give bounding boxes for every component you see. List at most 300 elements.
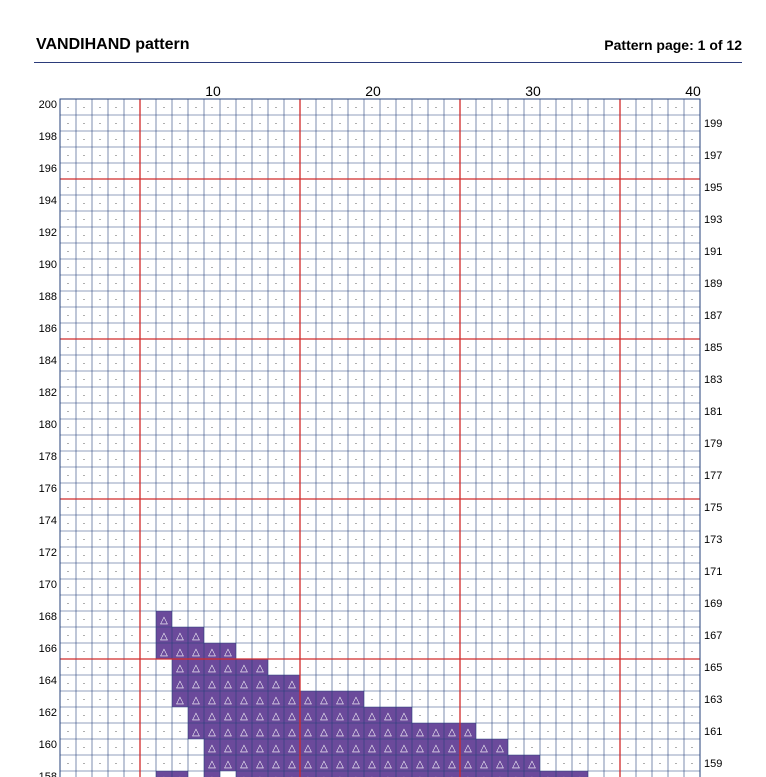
empty-symbol: · (99, 406, 102, 416)
grid-cell (284, 531, 300, 547)
empty-symbol: · (179, 710, 182, 720)
grid-cell (652, 275, 668, 291)
grid-cell (604, 291, 620, 307)
grid-cell (92, 371, 108, 387)
grid-cell (604, 483, 620, 499)
grid-cell (364, 611, 380, 627)
empty-symbol: · (291, 486, 294, 496)
empty-symbol: · (163, 390, 166, 400)
grid-cell (92, 131, 108, 147)
empty-symbol: · (659, 614, 662, 624)
empty-symbol: · (99, 470, 102, 480)
empty-symbol: · (355, 598, 358, 608)
stitch-symbol: △ (464, 743, 472, 754)
grid-cell (92, 451, 108, 467)
empty-symbol: · (243, 470, 246, 480)
empty-symbol: · (275, 358, 278, 368)
empty-symbol: · (83, 550, 86, 560)
grid-cell (556, 643, 572, 659)
grid-cell (396, 579, 412, 595)
grid-cell (348, 371, 364, 387)
empty-symbol: · (307, 678, 310, 688)
row-label-left: 184 (39, 355, 57, 367)
grid-cell (508, 755, 524, 771)
empty-symbol: · (307, 614, 310, 624)
grid-cell (364, 195, 380, 211)
empty-symbol: · (627, 534, 630, 544)
grid-cell (476, 99, 492, 115)
empty-symbol: · (595, 438, 598, 448)
grid-cell (460, 563, 476, 579)
empty-symbol: · (611, 630, 614, 640)
row-label-right: 161 (704, 726, 722, 738)
empty-symbol: · (387, 678, 390, 688)
grid-cell (252, 147, 268, 163)
empty-symbol: · (499, 262, 502, 272)
empty-symbol: · (563, 470, 566, 480)
grid-cell (316, 467, 332, 483)
empty-symbol: · (579, 742, 582, 752)
grid-cell (396, 659, 412, 675)
grid-cell (300, 515, 316, 531)
grid-cell (364, 387, 380, 403)
empty-symbol: · (275, 518, 278, 528)
grid-cell (604, 403, 620, 419)
grid-cell (316, 739, 332, 755)
grid-cell (172, 259, 188, 275)
empty-symbol: · (435, 694, 438, 704)
grid-cell (92, 691, 108, 707)
grid-cell (172, 387, 188, 403)
grid-cell (124, 467, 140, 483)
grid-cell (428, 227, 444, 243)
empty-symbol: · (67, 646, 70, 656)
grid-cell (156, 163, 172, 179)
grid-cell (60, 211, 76, 227)
grid-cell (268, 227, 284, 243)
grid-cell (268, 307, 284, 323)
grid-cell (604, 227, 620, 243)
grid-cell (236, 451, 252, 467)
grid-cell (140, 99, 156, 115)
grid-cell (204, 739, 220, 755)
empty-symbol: · (67, 230, 70, 240)
empty-symbol: · (419, 278, 422, 288)
grid-cell (204, 563, 220, 579)
grid-cell (76, 691, 92, 707)
empty-symbol: · (339, 342, 342, 352)
grid-cell (204, 659, 220, 675)
grid-cell (300, 643, 316, 659)
grid-cell (172, 563, 188, 579)
empty-symbol: · (387, 598, 390, 608)
grid-cell (108, 563, 124, 579)
empty-symbol: · (195, 182, 198, 192)
empty-symbol: · (355, 294, 358, 304)
empty-symbol: · (499, 182, 502, 192)
empty-symbol: · (451, 566, 454, 576)
empty-symbol: · (163, 294, 166, 304)
empty-symbol: · (611, 294, 614, 304)
grid-cell (604, 707, 620, 723)
grid-cell (60, 307, 76, 323)
empty-symbol: · (99, 166, 102, 176)
grid-cell (492, 195, 508, 211)
grid-cell (412, 755, 428, 771)
empty-symbol: · (99, 118, 102, 128)
empty-symbol: · (371, 518, 374, 528)
empty-symbol: · (627, 230, 630, 240)
grid-cell (396, 531, 412, 547)
empty-symbol: · (131, 726, 134, 736)
empty-symbol: · (227, 118, 230, 128)
empty-symbol: · (547, 710, 550, 720)
grid-cell (316, 323, 332, 339)
grid-cell (572, 435, 588, 451)
grid-cell (252, 451, 268, 467)
grid-cell (108, 547, 124, 563)
empty-symbol: · (371, 310, 374, 320)
empty-symbol: · (275, 390, 278, 400)
grid-cell (236, 291, 252, 307)
grid-cell (620, 467, 636, 483)
grid-cell (684, 195, 700, 211)
empty-symbol: · (323, 678, 326, 688)
empty-symbol: · (259, 486, 262, 496)
empty-symbol: · (515, 406, 518, 416)
empty-symbol: · (259, 358, 262, 368)
grid-cell (508, 659, 524, 675)
empty-symbol: · (387, 230, 390, 240)
empty-symbol: · (227, 518, 230, 528)
empty-symbol: · (323, 662, 326, 672)
empty-symbol: · (483, 278, 486, 288)
empty-symbol: · (371, 694, 374, 704)
empty-symbol: · (67, 182, 70, 192)
grid-cell (188, 531, 204, 547)
empty-symbol: · (531, 390, 534, 400)
grid-cell (252, 275, 268, 291)
empty-symbol: · (627, 342, 630, 352)
empty-symbol: · (515, 694, 518, 704)
stitch-symbol: △ (304, 727, 312, 738)
empty-symbol: · (483, 230, 486, 240)
empty-symbol: · (115, 550, 118, 560)
empty-symbol: · (419, 566, 422, 576)
grid-cell (652, 259, 668, 275)
empty-symbol: · (691, 582, 694, 592)
empty-symbol: · (115, 374, 118, 384)
grid-cell (476, 499, 492, 515)
empty-symbol: · (323, 406, 326, 416)
grid-cell (156, 675, 172, 691)
empty-symbol: · (531, 198, 534, 208)
empty-symbol: · (579, 294, 582, 304)
empty-symbol: · (131, 646, 134, 656)
empty-symbol: · (435, 710, 438, 720)
grid-cell (220, 739, 236, 755)
empty-symbol: · (99, 678, 102, 688)
grid-cell (172, 451, 188, 467)
grid-cell (604, 307, 620, 323)
empty-symbol: · (483, 326, 486, 336)
grid-cell (348, 131, 364, 147)
grid-cell (476, 179, 492, 195)
grid-cell (556, 483, 572, 499)
grid-cell (588, 179, 604, 195)
empty-symbol: · (531, 470, 534, 480)
grid-cell (204, 243, 220, 259)
grid-cell (428, 723, 444, 739)
grid-cell (76, 675, 92, 691)
stitch-symbol: △ (320, 759, 328, 770)
grid-cell (252, 99, 268, 115)
grid-cell (332, 771, 348, 777)
grid-cell (252, 259, 268, 275)
empty-symbol: · (675, 486, 678, 496)
grid-cell (428, 243, 444, 259)
stitch-symbol: △ (224, 727, 232, 738)
grid-cell (156, 771, 172, 777)
grid-cell (588, 451, 604, 467)
grid-cell (380, 99, 396, 115)
empty-symbol: · (483, 614, 486, 624)
grid-cell (508, 627, 524, 643)
grid-cell (668, 403, 684, 419)
empty-symbol: · (483, 150, 486, 160)
empty-symbol: · (435, 310, 438, 320)
empty-symbol: · (259, 406, 262, 416)
grid-cell (268, 499, 284, 515)
grid-cell (284, 387, 300, 403)
stitch-symbol: △ (304, 743, 312, 754)
empty-symbol: · (83, 166, 86, 176)
empty-symbol: · (259, 646, 262, 656)
grid-cell (316, 211, 332, 227)
grid-cell (236, 579, 252, 595)
grid-cell (268, 115, 284, 131)
stitch-symbol: △ (480, 743, 488, 754)
empty-symbol: · (275, 102, 278, 112)
grid-cell (684, 131, 700, 147)
grid-cell (444, 419, 460, 435)
grid-cell (412, 563, 428, 579)
empty-symbol: · (355, 374, 358, 384)
grid-cell (444, 691, 460, 707)
empty-symbol: · (387, 550, 390, 560)
empty-symbol: · (515, 518, 518, 528)
grid-cell (412, 387, 428, 403)
empty-symbol: · (611, 390, 614, 400)
grid-cell (156, 211, 172, 227)
empty-symbol: · (483, 342, 486, 352)
grid-cell (572, 739, 588, 755)
grid-cell (620, 627, 636, 643)
empty-symbol: · (163, 694, 166, 704)
grid-cell (444, 243, 460, 259)
grid-cell (124, 387, 140, 403)
grid-cell (268, 371, 284, 387)
empty-symbol: · (451, 454, 454, 464)
empty-symbol: · (83, 582, 86, 592)
grid-cell (460, 99, 476, 115)
empty-symbol: · (659, 710, 662, 720)
empty-symbol: · (371, 262, 374, 272)
grid-cell (460, 291, 476, 307)
empty-symbol: · (355, 118, 358, 128)
grid-cell (92, 147, 108, 163)
grid-cell (396, 483, 412, 499)
grid-cell (172, 675, 188, 691)
grid-cell (540, 755, 556, 771)
grid-cell (348, 163, 364, 179)
empty-symbol: · (307, 358, 310, 368)
empty-symbol: · (307, 486, 310, 496)
grid-cell (156, 179, 172, 195)
grid-cell (604, 675, 620, 691)
empty-symbol: · (675, 406, 678, 416)
empty-symbol: · (131, 758, 134, 768)
grid-cell (220, 707, 236, 723)
grid-cell (204, 435, 220, 451)
empty-symbol: · (195, 118, 198, 128)
grid-cell (156, 115, 172, 131)
grid-cell (204, 387, 220, 403)
empty-symbol: · (579, 678, 582, 688)
grid-cell (172, 435, 188, 451)
grid-cell (236, 627, 252, 643)
grid-cell (652, 371, 668, 387)
empty-symbol: · (147, 518, 150, 528)
empty-symbol: · (387, 502, 390, 512)
empty-symbol: · (435, 502, 438, 512)
empty-symbol: · (515, 262, 518, 272)
empty-symbol: · (147, 550, 150, 560)
grid-cell (428, 547, 444, 563)
grid-cell (540, 195, 556, 211)
grid-cell (412, 771, 428, 777)
grid-cell (396, 355, 412, 371)
empty-symbol: · (659, 630, 662, 640)
empty-symbol: · (691, 198, 694, 208)
empty-symbol: · (627, 102, 630, 112)
grid-cell (156, 259, 172, 275)
grid-cell (172, 755, 188, 771)
empty-symbol: · (563, 438, 566, 448)
grid-cell (508, 771, 524, 777)
grid-cell (188, 211, 204, 227)
stitch-symbol: △ (240, 727, 248, 738)
empty-symbol: · (611, 582, 614, 592)
grid-cell (572, 547, 588, 563)
empty-symbol: · (83, 678, 86, 688)
empty-symbol: · (387, 614, 390, 624)
grid-cell (572, 131, 588, 147)
empty-symbol: · (499, 614, 502, 624)
grid-cell (588, 771, 604, 777)
grid-cell (76, 739, 92, 755)
stitch-symbol: △ (272, 759, 280, 770)
grid-cell (332, 211, 348, 227)
empty-symbol: · (99, 134, 102, 144)
grid-cell (524, 355, 540, 371)
grid-cell (636, 451, 652, 467)
grid-cell (588, 739, 604, 755)
grid-cell (236, 307, 252, 323)
grid-cell (556, 659, 572, 675)
empty-symbol: · (627, 758, 630, 768)
grid-cell (268, 739, 284, 755)
empty-symbol: · (579, 374, 582, 384)
empty-symbol: · (371, 646, 374, 656)
empty-symbol: · (131, 470, 134, 480)
grid-cell (300, 771, 316, 777)
empty-symbol: · (675, 534, 678, 544)
empty-symbol: · (563, 614, 566, 624)
grid-cell (492, 531, 508, 547)
empty-symbol: · (579, 422, 582, 432)
grid-cell (252, 419, 268, 435)
grid-cell (76, 451, 92, 467)
grid-cell (524, 451, 540, 467)
empty-symbol: · (467, 582, 470, 592)
grid-cell (556, 275, 572, 291)
grid-cell (76, 771, 92, 777)
empty-symbol: · (515, 310, 518, 320)
grid-cell (60, 771, 76, 777)
grid-cell (412, 339, 428, 355)
empty-symbol: · (691, 470, 694, 480)
grid-cell (156, 739, 172, 755)
grid-cell (172, 723, 188, 739)
grid-cell (652, 723, 668, 739)
empty-symbol: · (659, 230, 662, 240)
empty-symbol: · (595, 454, 598, 464)
empty-symbol: · (307, 662, 310, 672)
empty-symbol: · (147, 118, 150, 128)
empty-symbol: · (371, 102, 374, 112)
grid-cell (652, 467, 668, 483)
empty-symbol: · (243, 278, 246, 288)
empty-symbol: · (307, 550, 310, 560)
empty-symbol: · (643, 438, 646, 448)
grid-cell (524, 755, 540, 771)
empty-symbol: · (371, 662, 374, 672)
empty-symbol: · (131, 550, 134, 560)
empty-symbol: · (435, 566, 438, 576)
empty-symbol: · (627, 150, 630, 160)
grid-cell (524, 275, 540, 291)
empty-symbol: · (467, 486, 470, 496)
grid-cell (572, 419, 588, 435)
empty-symbol: · (275, 150, 278, 160)
grid-cell (140, 403, 156, 419)
empty-symbol: · (99, 294, 102, 304)
empty-symbol: · (339, 230, 342, 240)
grid-cell (92, 211, 108, 227)
empty-symbol: · (499, 102, 502, 112)
grid-cell (108, 435, 124, 451)
empty-symbol: · (691, 598, 694, 608)
empty-symbol: · (371, 406, 374, 416)
grid-cell (124, 435, 140, 451)
empty-symbol: · (659, 198, 662, 208)
grid-cell (620, 131, 636, 147)
empty-symbol: · (691, 118, 694, 128)
grid-cell (124, 227, 140, 243)
grid-cell (444, 227, 460, 243)
grid-cell (380, 467, 396, 483)
